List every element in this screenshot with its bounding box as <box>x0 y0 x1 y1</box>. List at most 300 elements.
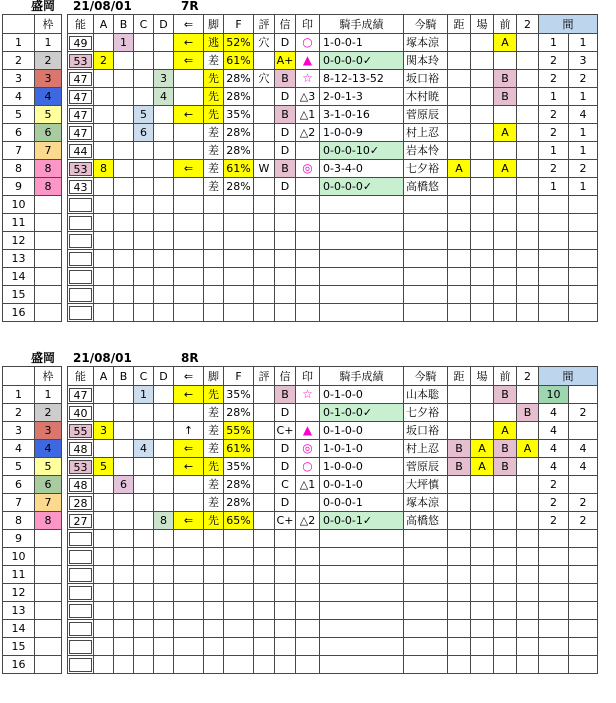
cell-aida2 <box>569 602 598 620</box>
table-row <box>3 70 62 88</box>
race-title <box>2 352 614 366</box>
cell-c <box>134 494 154 512</box>
cell-mae: B <box>494 440 517 458</box>
cell-two <box>517 304 539 322</box>
cell-mark: ☆ <box>296 70 320 88</box>
row-number: 14 <box>3 268 35 286</box>
row-number: 15 <box>3 638 35 656</box>
cell-two <box>517 142 539 160</box>
cell-aida1: 2 <box>539 476 569 494</box>
cell-waku <box>35 304 62 322</box>
cell-no <box>68 386 94 404</box>
row-number: 8 <box>3 512 35 530</box>
cell-mae <box>494 250 517 268</box>
cell-record <box>320 304 404 322</box>
cell-hyo <box>254 512 275 530</box>
cell-ba <box>471 70 494 88</box>
cell-kyo <box>448 304 471 322</box>
cell-f: 65% <box>224 512 254 530</box>
cell-b <box>114 70 134 88</box>
col-header-kyo: 距 <box>448 367 471 386</box>
cell-kyaku: 差 <box>204 52 224 70</box>
cell-record <box>320 602 404 620</box>
cell-ba <box>471 422 494 440</box>
cell-two <box>517 494 539 512</box>
cell-kyo <box>448 124 471 142</box>
cell-kyaku <box>204 196 224 214</box>
cell-mae <box>494 106 517 124</box>
cell-kyaku: 差 <box>204 404 224 422</box>
row-number: 10 <box>3 548 35 566</box>
cell-b <box>114 286 134 304</box>
cell-arrow <box>174 250 204 268</box>
cell-b <box>114 458 134 476</box>
cell-hyo <box>254 458 275 476</box>
cell-no <box>68 232 94 250</box>
cell-aida2: 2 <box>569 70 598 88</box>
col-header-no: 能 <box>68 15 94 34</box>
cell-record <box>320 286 404 304</box>
cell-ba <box>471 548 494 566</box>
cell-hyo <box>254 404 275 422</box>
cell-aida1: 4 <box>539 458 569 476</box>
cell-aida2 <box>569 566 598 584</box>
cell-aida2 <box>569 656 598 674</box>
cell-record: 0-1-0-0✓ <box>320 404 404 422</box>
cell-kyaku: 差 <box>204 422 224 440</box>
cell-a <box>94 106 114 124</box>
cell-jockey <box>404 566 448 584</box>
cell-waku <box>35 196 62 214</box>
cell-shin <box>275 548 296 566</box>
cell-two <box>517 476 539 494</box>
table-row <box>68 548 598 566</box>
cell-ba <box>471 476 494 494</box>
cell-no <box>68 548 94 566</box>
cell-two <box>517 638 539 656</box>
cell-f <box>224 304 254 322</box>
ability-box: 44 <box>69 144 92 158</box>
cell-mark: △1 <box>296 476 320 494</box>
cell-kyaku: 逃 <box>204 34 224 52</box>
cell-aida1 <box>539 566 569 584</box>
cell-kyo: A <box>448 160 471 178</box>
cell-mae <box>494 142 517 160</box>
race-number: 7R <box>181 0 199 13</box>
cell-record <box>320 214 404 232</box>
cell-jockey <box>404 602 448 620</box>
row-number: 7 <box>3 494 35 512</box>
ability-box: 27 <box>69 514 92 528</box>
cell-ba <box>471 160 494 178</box>
table-row <box>68 476 598 494</box>
cell-b: 1 <box>114 34 134 52</box>
table-row <box>68 386 598 404</box>
cell-d <box>154 584 174 602</box>
cell-b <box>114 232 134 250</box>
cell-arrow <box>174 196 204 214</box>
cell-c: 6 <box>134 124 154 142</box>
cell-aida2 <box>569 386 598 404</box>
ability-box <box>69 586 92 600</box>
cell-mark: △3 <box>296 88 320 106</box>
cell-hyo <box>254 494 275 512</box>
row-number: 10 <box>3 196 35 214</box>
cell-jockey <box>404 620 448 638</box>
cell-two <box>517 214 539 232</box>
cell-aida1: 1 <box>539 178 569 196</box>
cell-c <box>134 584 154 602</box>
race-date: 21/08/01 <box>73 351 132 365</box>
cell-waku: 7 <box>35 494 62 512</box>
cell-a <box>94 404 114 422</box>
cell-kyo <box>448 404 471 422</box>
cell-no <box>68 602 94 620</box>
race-date: 21/08/01 <box>73 0 132 13</box>
cell-a <box>94 232 114 250</box>
col-header-c: C <box>134 367 154 386</box>
cell-no <box>68 440 94 458</box>
cell-ba <box>471 286 494 304</box>
cell-hyo <box>254 304 275 322</box>
cell-jockey: 高橋悠 <box>404 512 448 530</box>
cell-d <box>154 160 174 178</box>
cell-a <box>94 142 114 160</box>
cell-arrow <box>174 494 204 512</box>
cell-mark: △1 <box>296 106 320 124</box>
table-row <box>68 88 598 106</box>
table-row <box>3 584 62 602</box>
cell-waku: 4 <box>35 88 62 106</box>
cell-ba <box>471 214 494 232</box>
cell-jockey <box>404 268 448 286</box>
cell-mark: △2 <box>296 124 320 142</box>
cell-arrow <box>174 286 204 304</box>
cell-c <box>134 656 154 674</box>
cell-aida1 <box>539 286 569 304</box>
cell-no <box>68 178 94 196</box>
cell-two <box>517 530 539 548</box>
cell-a <box>94 386 114 404</box>
cell-b <box>114 548 134 566</box>
cell-d <box>154 250 174 268</box>
cell-jockey: 坂口裕 <box>404 422 448 440</box>
cell-two <box>517 196 539 214</box>
cell-two <box>517 422 539 440</box>
cell-arrow: ← <box>174 458 204 476</box>
cell-waku <box>35 638 62 656</box>
row-number: 11 <box>3 214 35 232</box>
cell-two <box>517 286 539 304</box>
cell-jockey: 塚本涼 <box>404 34 448 52</box>
col-header-aida: 間 <box>539 367 598 386</box>
cell-jockey: 木村暁 <box>404 88 448 106</box>
cell-mark <box>296 286 320 304</box>
table-row <box>68 440 598 458</box>
cell-shin: B <box>275 386 296 404</box>
cell-f <box>224 566 254 584</box>
cell-aida1: 2 <box>539 52 569 70</box>
cell-kyo <box>448 34 471 52</box>
table-row <box>68 286 598 304</box>
cell-no <box>68 34 94 52</box>
cell-no <box>68 214 94 232</box>
cell-mae: A <box>494 422 517 440</box>
cell-hyo <box>254 286 275 304</box>
cell-two <box>517 178 539 196</box>
row-number: 13 <box>3 602 35 620</box>
cell-kyo <box>448 602 471 620</box>
cell-kyo <box>448 286 471 304</box>
table-row <box>68 70 598 88</box>
row-number: 1 <box>3 386 35 404</box>
cell-a <box>94 620 114 638</box>
table-row <box>68 232 598 250</box>
cell-c <box>134 304 154 322</box>
cell-aida2: 2 <box>569 512 598 530</box>
cell-ba: A <box>471 440 494 458</box>
cell-ba <box>471 512 494 530</box>
col-header-waku: 枠 <box>35 367 62 386</box>
cell-mae: A <box>494 34 517 52</box>
cell-mae <box>494 232 517 250</box>
data-grid <box>67 366 598 674</box>
cell-ba <box>471 304 494 322</box>
table-row <box>3 656 62 674</box>
cell-two <box>517 232 539 250</box>
cell-d <box>154 268 174 286</box>
cell-kyaku <box>204 232 224 250</box>
cell-waku: 2 <box>35 52 62 70</box>
cell-two <box>517 386 539 404</box>
cell-hyo <box>254 250 275 268</box>
cell-record <box>320 232 404 250</box>
cell-f: 61% <box>224 52 254 70</box>
cell-record: 3-1-0-16 <box>320 106 404 124</box>
cell-mae <box>494 530 517 548</box>
cell-kyaku <box>204 286 224 304</box>
race-block-8r <box>2 351 614 671</box>
cell-ba <box>471 124 494 142</box>
table-row <box>3 422 62 440</box>
cell-aida2 <box>569 232 598 250</box>
cell-aida1: 4 <box>539 440 569 458</box>
ability-box <box>69 568 92 582</box>
cell-mae: B <box>494 88 517 106</box>
cell-aida1 <box>539 530 569 548</box>
cell-a <box>94 304 114 322</box>
cell-shin: C+ <box>275 422 296 440</box>
cell-c <box>134 178 154 196</box>
cell-kyaku <box>204 304 224 322</box>
cell-ba <box>471 196 494 214</box>
cell-shin: B <box>275 160 296 178</box>
cell-b <box>114 494 134 512</box>
cell-shin: D <box>275 142 296 160</box>
table-row <box>3 160 62 178</box>
table-row <box>3 566 62 584</box>
row-number: 4 <box>3 440 35 458</box>
cell-record: 0-3-4-0 <box>320 160 404 178</box>
cell-arrow <box>174 638 204 656</box>
cell-two <box>517 566 539 584</box>
cell-kyo <box>448 584 471 602</box>
cell-d <box>154 304 174 322</box>
cell-mark: △2 <box>296 512 320 530</box>
col-header-jockey: 今騎 <box>404 367 448 386</box>
row-number: 14 <box>3 620 35 638</box>
cell-aida1 <box>539 232 569 250</box>
cell-f <box>224 286 254 304</box>
table-row <box>68 142 598 160</box>
col-header-mae: 前 <box>494 15 517 34</box>
cell-mark: ○ <box>296 458 320 476</box>
cell-kyo: B <box>448 458 471 476</box>
cell-c: 1 <box>134 386 154 404</box>
cell-aida1 <box>539 584 569 602</box>
table-row <box>3 124 62 142</box>
cell-record: 1-0-0-1 <box>320 34 404 52</box>
cell-a: 8 <box>94 160 114 178</box>
cell-arrow <box>174 214 204 232</box>
cell-kyaku <box>204 214 224 232</box>
cell-ba <box>471 386 494 404</box>
cell-jockey <box>404 584 448 602</box>
cell-mark <box>296 602 320 620</box>
cell-two <box>517 268 539 286</box>
cell-aida2: 3 <box>569 52 598 70</box>
cell-aida2: 4 <box>569 440 598 458</box>
cell-ba <box>471 106 494 124</box>
cell-mark <box>296 584 320 602</box>
cell-ba <box>471 268 494 286</box>
cell-mae <box>494 584 517 602</box>
cell-shin <box>275 584 296 602</box>
cell-d <box>154 422 174 440</box>
cell-aida1: 1 <box>539 34 569 52</box>
row-number: 4 <box>3 88 35 106</box>
cell-jockey: 坂口裕 <box>404 70 448 88</box>
cell-aida2: 1 <box>569 88 598 106</box>
cell-shin: A+ <box>275 52 296 70</box>
cell-arrow <box>174 530 204 548</box>
cell-kyo <box>448 386 471 404</box>
cell-arrow <box>174 232 204 250</box>
table-row <box>68 304 598 322</box>
cell-no <box>68 530 94 548</box>
cell-shin: D <box>275 440 296 458</box>
ability-box <box>69 604 92 618</box>
cell-kyo <box>448 638 471 656</box>
cell-waku <box>35 584 62 602</box>
cell-jockey <box>404 548 448 566</box>
cell-d <box>154 548 174 566</box>
cell-arrow: ⇐ <box>174 52 204 70</box>
cell-mae <box>494 512 517 530</box>
cell-aida1: 2 <box>539 494 569 512</box>
cell-mae <box>494 268 517 286</box>
cell-aida1 <box>539 250 569 268</box>
cell-mark <box>296 214 320 232</box>
header-row <box>68 367 598 386</box>
cell-f: 28% <box>224 70 254 88</box>
table-row <box>68 178 598 196</box>
data-grid <box>67 14 598 322</box>
cell-aida2: 2 <box>569 404 598 422</box>
cell-shin <box>275 304 296 322</box>
cell-c <box>134 196 154 214</box>
cell-mae: B <box>494 458 517 476</box>
cell-shin: C+ <box>275 512 296 530</box>
cell-record <box>320 196 404 214</box>
cell-arrow <box>174 268 204 286</box>
cell-kyaku: 差 <box>204 160 224 178</box>
cell-kyo <box>448 512 471 530</box>
table-row <box>3 88 62 106</box>
cell-hyo <box>254 566 275 584</box>
cell-c <box>134 602 154 620</box>
cell-aida2: 1 <box>569 124 598 142</box>
cell-kyo <box>448 566 471 584</box>
cell-record <box>320 584 404 602</box>
cell-a <box>94 440 114 458</box>
cell-ba <box>471 52 494 70</box>
cell-hyo <box>254 106 275 124</box>
cell-a <box>94 512 114 530</box>
table-row <box>3 268 62 286</box>
cell-kyaku: 先 <box>204 70 224 88</box>
table-row <box>3 530 62 548</box>
cell-kyaku <box>204 548 224 566</box>
cell-shin <box>275 620 296 638</box>
cell-mark <box>296 178 320 196</box>
col-header-shin: 信 <box>275 15 296 34</box>
cell-mark: ◎ <box>296 160 320 178</box>
cell-no <box>68 196 94 214</box>
cell-jockey: 高橋悠 <box>404 178 448 196</box>
ability-box <box>69 306 92 320</box>
col-header-no: 能 <box>68 367 94 386</box>
cell-b <box>114 304 134 322</box>
cell-jockey: 関本玲 <box>404 52 448 70</box>
cell-waku: 3 <box>35 422 62 440</box>
col-header-mark: 印 <box>296 15 320 34</box>
cell-f <box>224 232 254 250</box>
cell-two <box>517 34 539 52</box>
table-row <box>3 476 62 494</box>
race-title <box>2 0 614 14</box>
cell-no <box>68 70 94 88</box>
table-row <box>3 286 62 304</box>
col-header-c: C <box>134 15 154 34</box>
cell-kyo: B <box>448 440 471 458</box>
cell-aida2 <box>569 548 598 566</box>
table-row <box>3 404 62 422</box>
cell-kyaku <box>204 268 224 286</box>
cell-f: 61% <box>224 160 254 178</box>
cell-kyaku <box>204 250 224 268</box>
cell-two <box>517 548 539 566</box>
cell-record <box>320 530 404 548</box>
cell-two <box>517 88 539 106</box>
table-row <box>68 250 598 268</box>
cell-waku: 3 <box>35 70 62 88</box>
table-row <box>3 494 62 512</box>
cell-ba <box>471 566 494 584</box>
cell-mark <box>296 142 320 160</box>
cell-no <box>68 422 94 440</box>
cell-record: 0-0-0-0✓ <box>320 178 404 196</box>
